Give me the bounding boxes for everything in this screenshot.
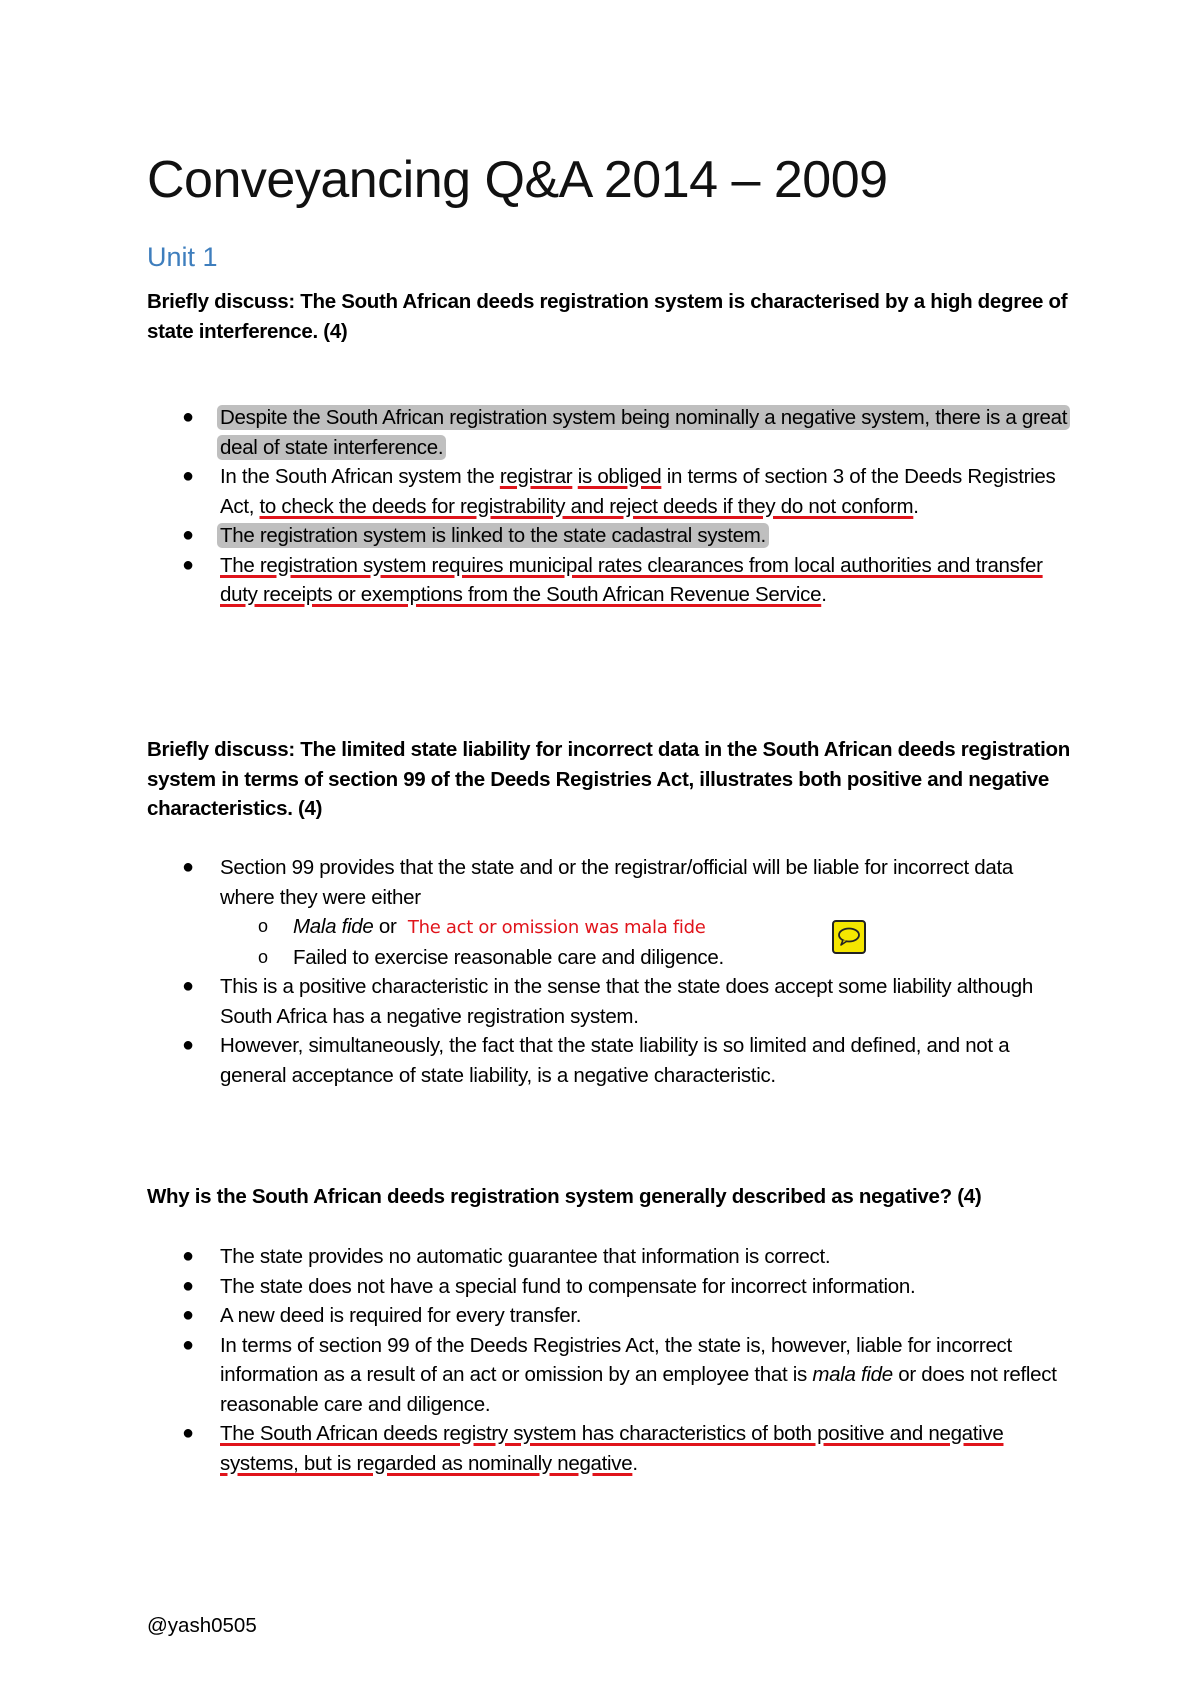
bullet-icon: ● [182,1422,194,1444]
highlighted-text: The registration system is linked to the state cadastral system. [217,523,769,548]
list-item [0,462,1070,521]
speech-bubble-icon [837,927,861,947]
underlined-text: The South African deeds registry system has characteristics of both positive and negative systems, but is regarded as nominally negative [220,1422,1004,1475]
text-run: However, simultaneously, the fact that the state liability is so limited and defined, and not a general acceptance of state liability, is a negative characteristic. [220,1034,1010,1087]
text-run: in terms of section 3 of the Deeds Registries Act, [220,465,1056,518]
text-run: This is a positive characteristic in the sense that the state does accept some liability although South Africa has a negative registration system. [220,975,1033,1028]
answer-list-3 [0,1242,1200,1478]
bullet-icon: ● [182,975,194,997]
text-run: In the South African system the [220,465,500,488]
bullet-icon: ● [182,1034,194,1056]
text-run: . [913,494,919,518]
question-2: Briefly discuss: The limited state liability for incorrect data in the South African deeds registration system in terms of section 99 of the Deeds Registries Act, illustrates both positive and negative characteristics. (4) [147,738,1070,820]
bullet-icon: ● [182,553,194,576]
inserted-comment-text: The act or omission was mala fide [407,917,706,938]
underlined-text: The registration system requires municipal rates clearances from local authorities and transfer duty receipts or exemptions from the South African Revenue Service [220,553,1043,606]
sub-bullet-icon: o [258,946,268,967]
underlined-text: registrar [499,465,573,488]
list-item [0,1242,1070,1272]
bullet-icon: ● [182,1333,194,1356]
text-run: or does not reflect reasonable care and diligence. [220,1363,1057,1416]
text-run: A new deed is required for every transfer. [220,1304,582,1327]
bullet-icon: ● [182,524,194,546]
question-1: Briefly discuss: The South African deeds registration system is characterised by a high degree of state interference. (4) [147,290,1068,343]
bullet-icon: ● [182,1274,194,1297]
bullet-icon: ● [182,1245,194,1267]
sub-list-item [220,912,1070,943]
list-item [0,972,1070,1031]
answer-list-2 [0,853,1200,1090]
list-item [0,1301,1070,1331]
italic-text: Mala fide [293,915,374,938]
list-item [0,1031,1070,1090]
bullet-icon: ● [182,465,194,487]
text-run: Failed to exercise reasonable care and diligence. [293,945,724,969]
italic-text: mala fide [812,1363,893,1386]
list-item [0,1272,1070,1302]
sub-list-item [220,943,1070,973]
list-item [0,551,1070,610]
text-run: . [821,583,827,606]
list-item [0,403,1070,462]
bullet-icon: ● [182,1304,194,1326]
text-run: In terms of section 99 of the Deeds Registries Act, the state is, however, liable for incorrect information as a result of an act or omission by an employee that is [220,1333,1012,1386]
highlighted-text: Despite the South African registration system being nominally a negative system, there is a great deal of state interference. [217,405,1070,460]
answer-list-1 [0,403,1200,610]
author-handle: @yash0505 [147,1614,257,1637]
list-item [0,1331,1070,1420]
sub-list [220,912,1070,972]
underlined-text: to check the deeds for registrability and reject deeds if they do not conform [259,494,914,518]
bullet-icon: ● [182,856,194,878]
comment-icon[interactable] [832,920,866,954]
text-run: The state provides no automatic guarantee that information is correct. [220,1245,831,1268]
list-item [0,1419,1070,1478]
text-run: The state does not have a special fund to compensate for incorrect information. [220,1274,916,1298]
bullet-icon: ● [182,406,194,428]
list-item [0,853,1070,972]
sub-bullet-icon: o [258,916,268,936]
underlined-text: is obliged [577,465,662,488]
document-title: Conveyancing Q&A 2014 – 2009 [147,151,888,209]
text-run: . [632,1451,638,1475]
list-item [0,521,1070,551]
question-3: Why is the South African deeds registration system generally described as negative? (4) [147,1185,982,1208]
text-run: or [373,915,402,938]
text-run: Section 99 provides that the state and or the registrar/official will be liable for incorrect data where they were either [220,856,1013,909]
unit-heading: Unit 1 [147,242,218,272]
